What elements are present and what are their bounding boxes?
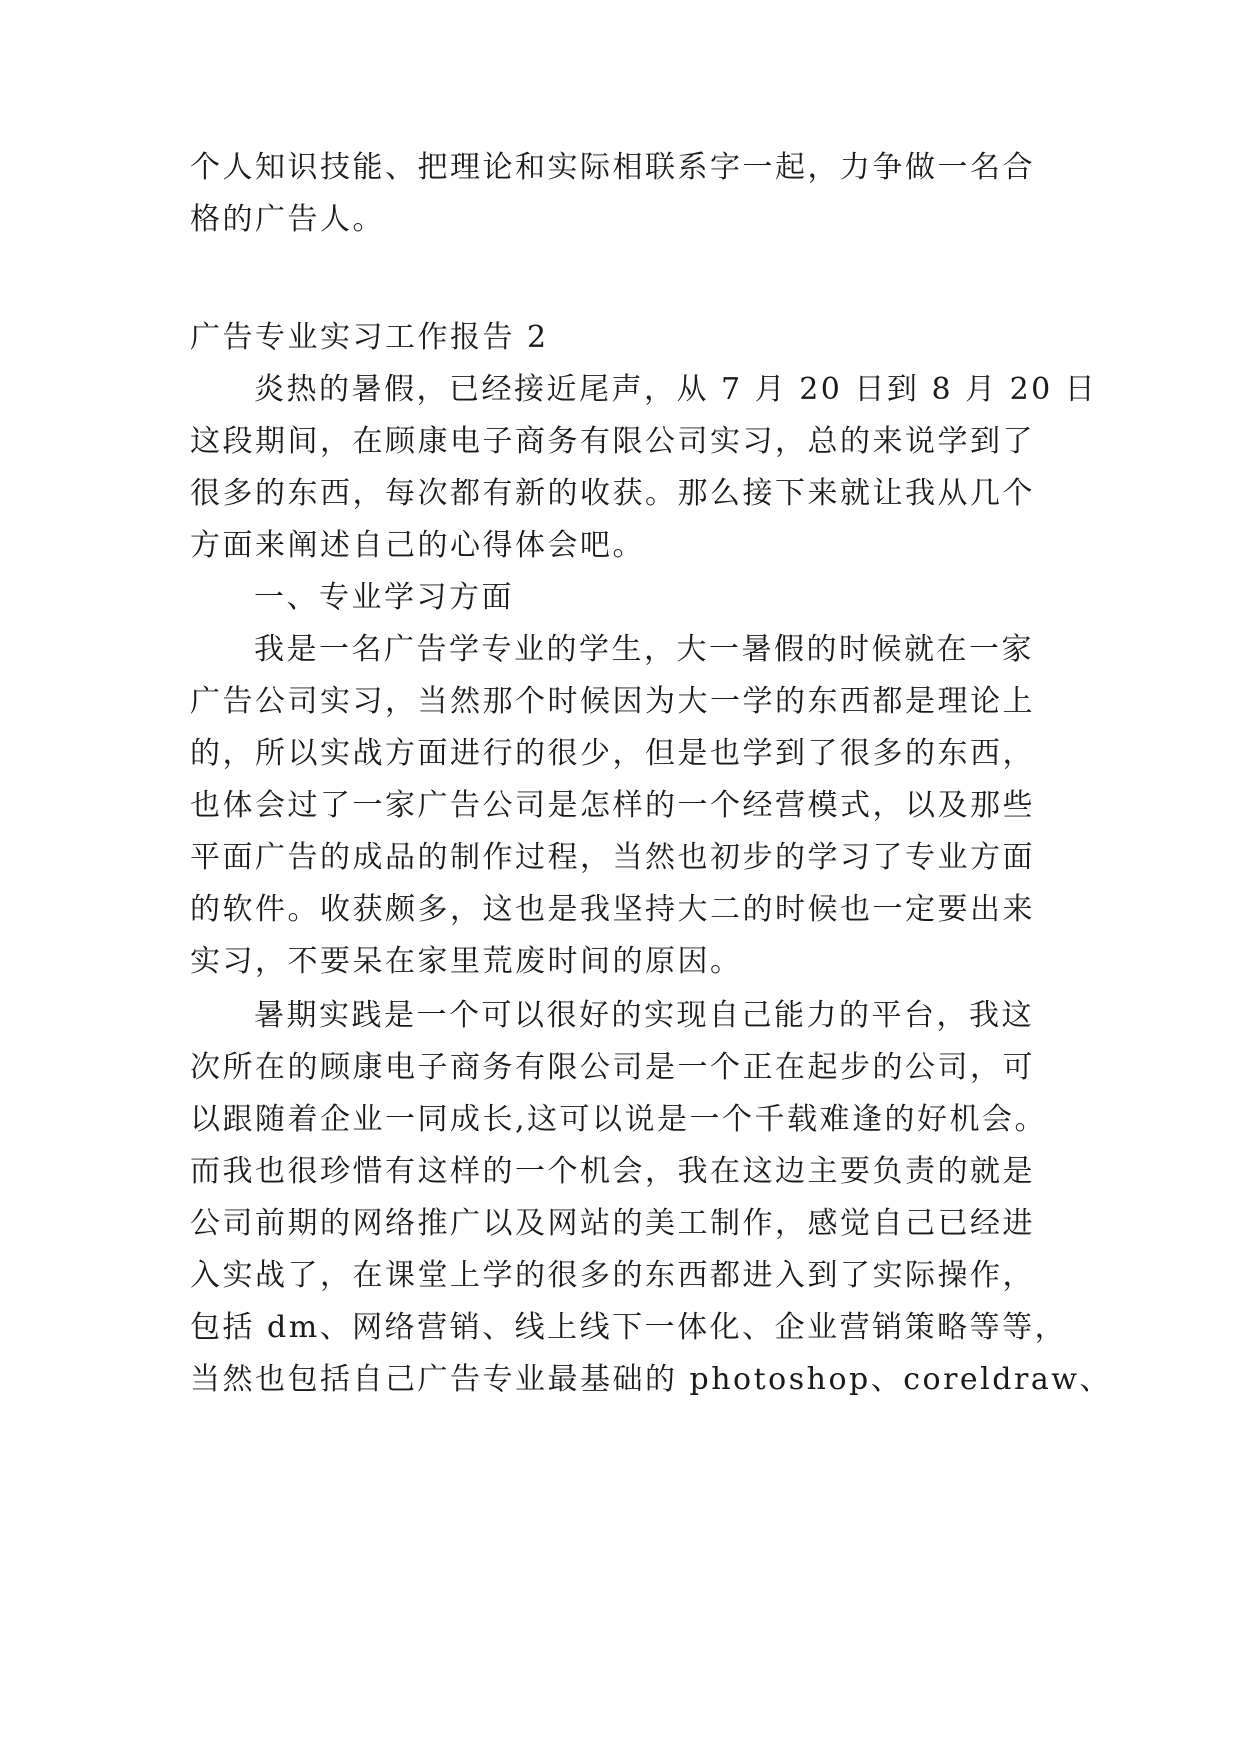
paragraph-line: 暑期实践是一个可以很好的实现自己能力的平台，我这	[254, 998, 1034, 1033]
paragraph-line: 当然也包括自己广告专业最基础的 photoshop、coreldraw、	[190, 1362, 1112, 1397]
paragraph-line: 实习，不要呆在家里荒废时间的原因。	[190, 944, 743, 979]
paragraph-line: 而我也很珍惜有这样的一个机会，我在这边主要负责的就是	[190, 1154, 1035, 1189]
subheading: 一、专业学习方面	[254, 580, 514, 615]
paragraph-line: 平面广告的成品的制作过程，当然也初步的学习了专业方面	[190, 840, 1035, 875]
paragraph-line: 很多的东西，每次都有新的收获。那么接下来就让我从几个	[190, 476, 1035, 511]
paragraph-line: 次所在的顾康电子商务有限公司是一个正在起步的公司，可	[190, 1050, 1035, 1085]
paragraph-line: 方面来阐述自己的心得体会吧。	[190, 528, 645, 563]
intro-line: 格的广告人。	[190, 202, 385, 237]
intro-line: 个人知识技能、把理论和实际相联系字一起，力争做一名合	[190, 150, 1035, 185]
paragraph-line: 这段期间，在顾康电子商务有限公司实习，总的来说学到了	[190, 424, 1035, 459]
section-title: 广告专业实习工作报告 2	[190, 320, 549, 355]
paragraph-line: 公司前期的网络推广以及网站的美工制作，感觉自己已经进	[190, 1206, 1035, 1241]
paragraph-line: 我是一名广告学专业的学生，大一暑假的时候就在一家	[254, 632, 1034, 667]
paragraph-line: 也体会过了一家广告公司是怎样的一个经营模式，以及那些	[190, 788, 1035, 823]
paragraph-line: 炎热的暑假，已经接近尾声，从 7 月 20 日到 8 月 20 日	[254, 372, 1098, 407]
paragraph-line: 广告公司实习，当然那个时候因为大一学的东西都是理论上	[190, 684, 1035, 719]
paragraph-line: 的软件。收获颇多，这也是我坚持大二的时候也一定要出来	[190, 892, 1035, 927]
paragraph-line: 以跟随着企业一同成长,这可以说是一个千载难逢的好机会。	[190, 1102, 1048, 1137]
paragraph-line: 入实战了，在课堂上学的很多的东西都进入到了实际操作，	[190, 1258, 1035, 1293]
paragraph-line: 包括 dm、网络营销、线上线下一体化、企业营销策略等等，	[190, 1310, 1068, 1345]
paragraph-line: 的，所以实战方面进行的很少，但是也学到了很多的东西，	[190, 736, 1035, 771]
